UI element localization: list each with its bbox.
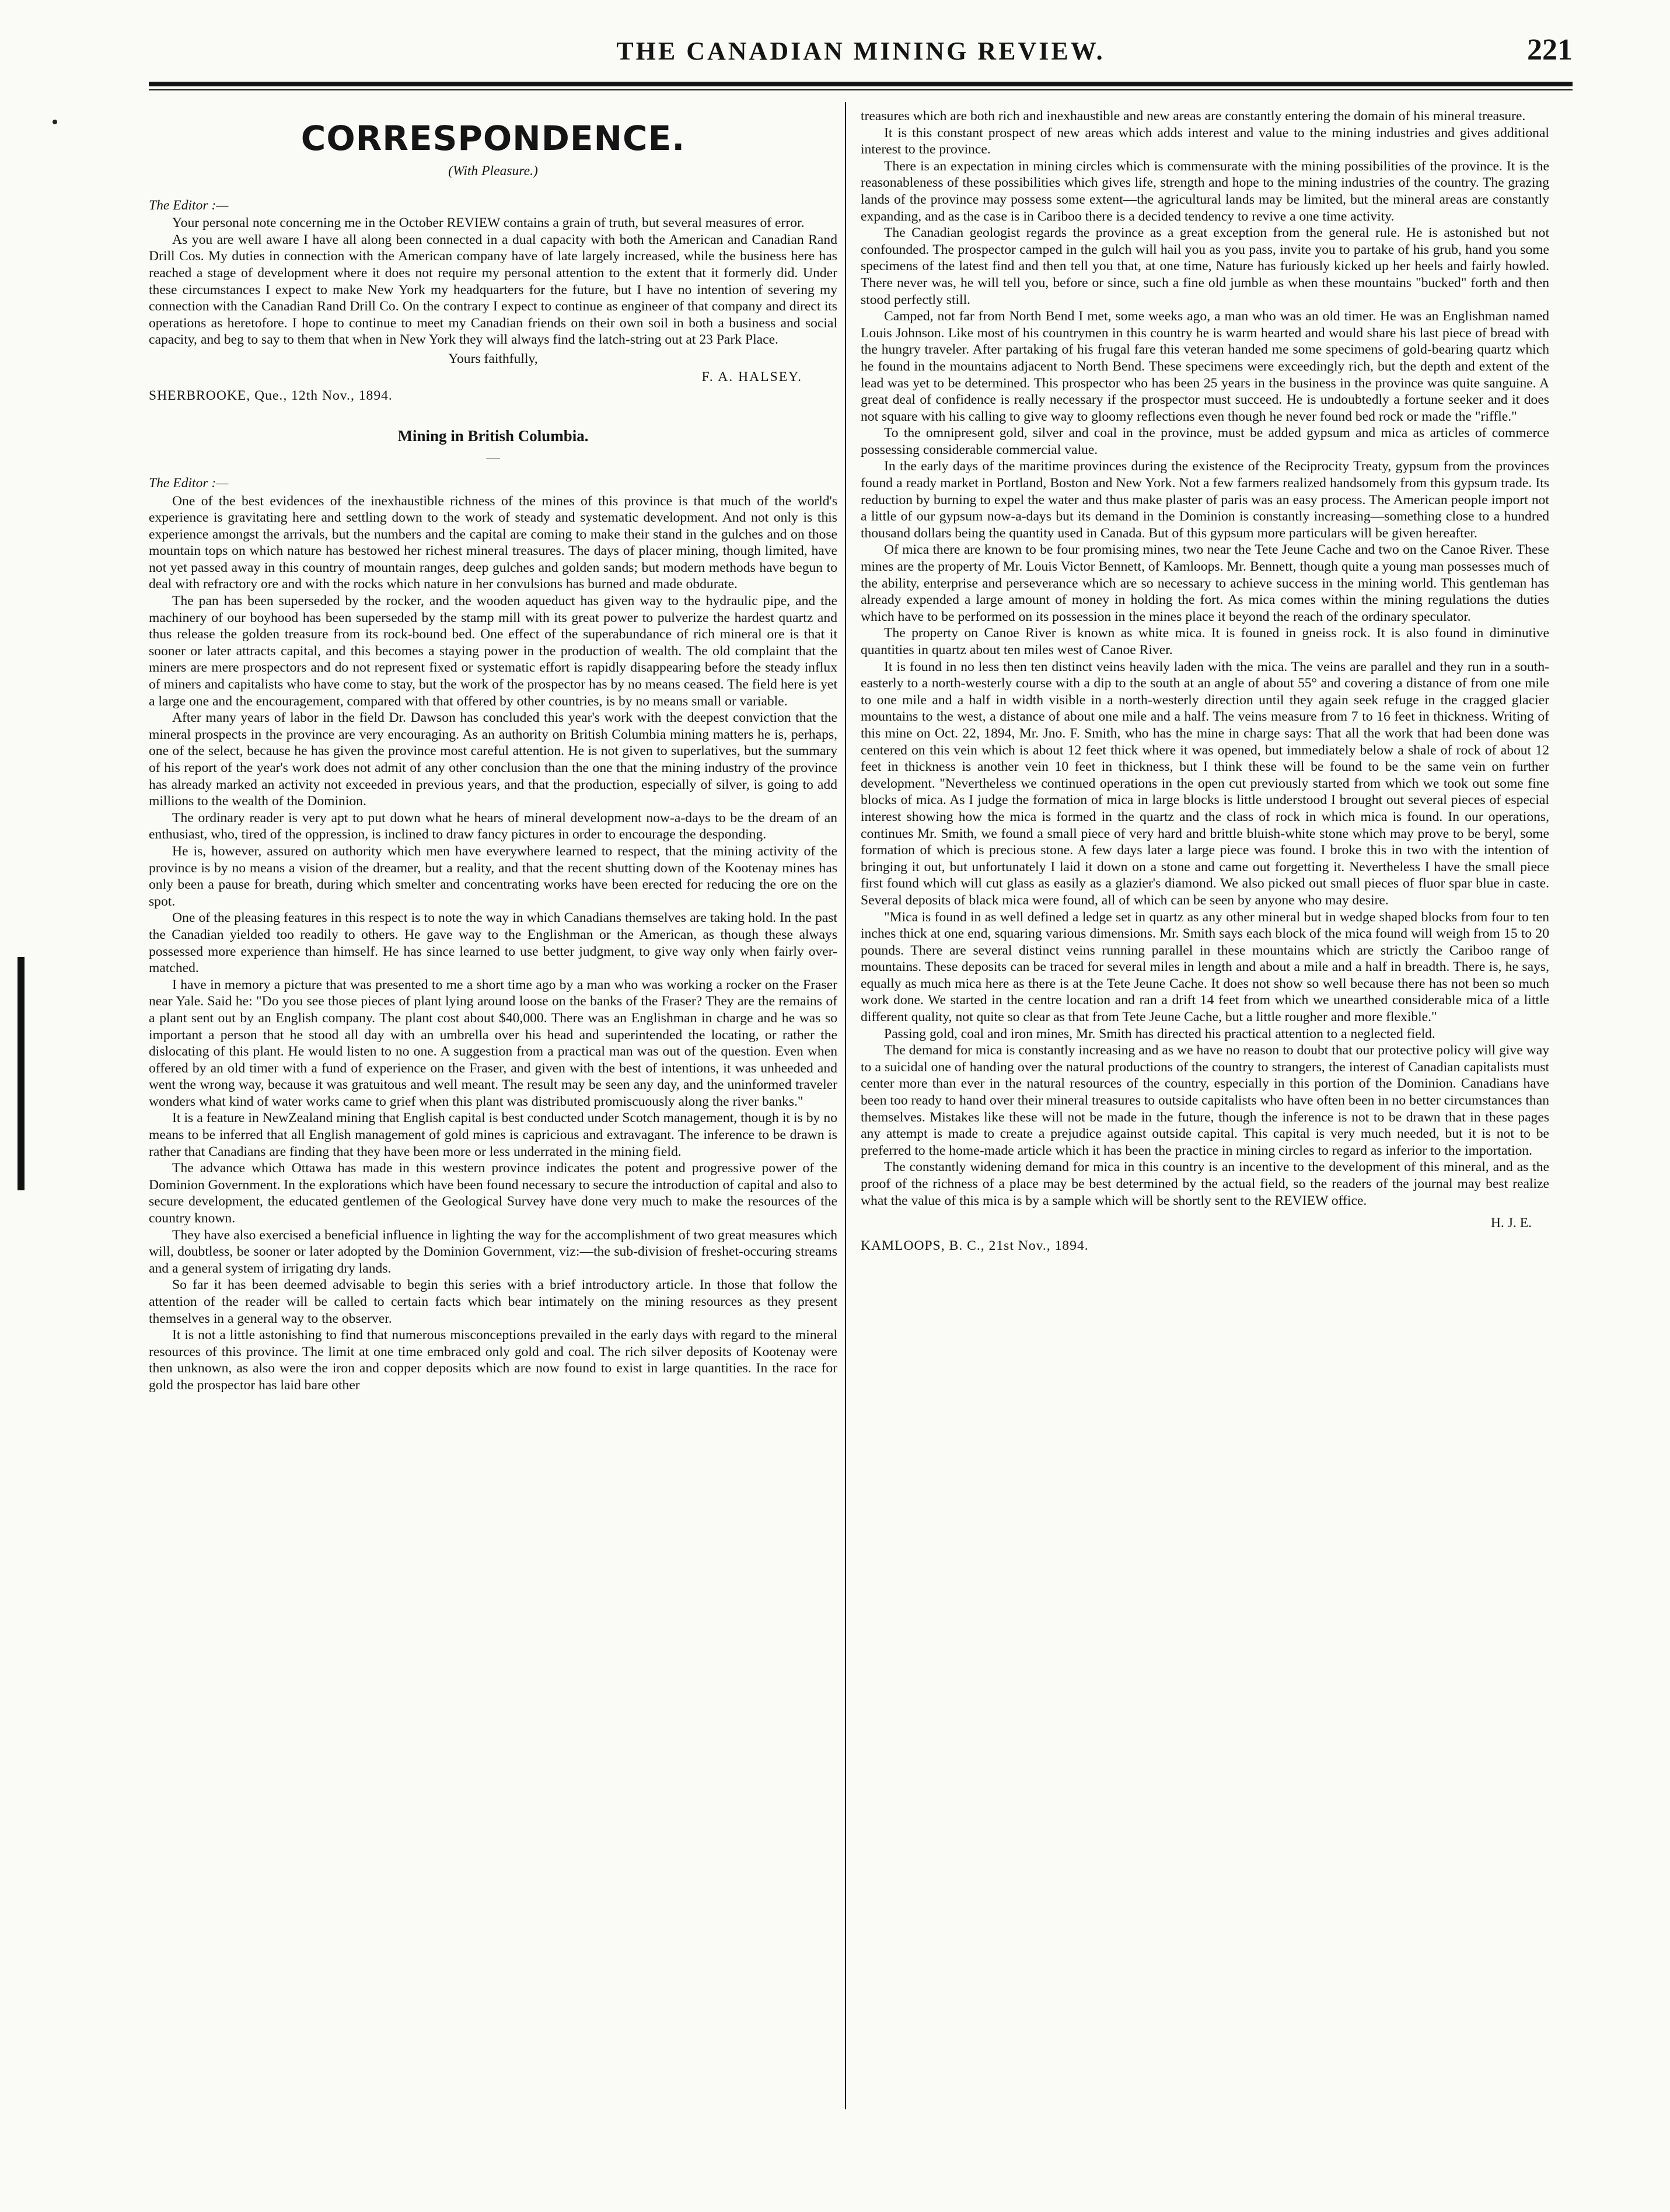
letter2-paragraph: It is not a little astonishing to find that numerous misconceptions prevailed in the early days with regard to the mineral resources of this province. The limit at one time embraced only gold and coal. The rich silver deposits of Kootenay were then unknown, as also were the iron and copper deposits which are now found to exist in large quantities. In the race for gold the prospector has laid bare other — [149, 1327, 837, 1393]
letter2-paragraph: He is, however, assured on authority which men have everywhere learned to respect, that the mining activity of the province is by no means a vision of the dreamer, but a reality, and that the recent shutting down of the Kootenay mines has only been a pause for breath, during which smelter and concentrating works have been erected for reducing the ore on the spot. — [149, 843, 837, 909]
right-column — [861, 108, 1549, 1254]
right-dateline: KAMLOOPS, B. C., 21st Nov., 1894. — [861, 1238, 1089, 1253]
letter1-paragraph: Your personal note concerning me in the October REVIEW contains a grain of truth, but several measures of error. — [172, 215, 805, 231]
letter2-paragraph: So far it has been deemed advisable to begin this series with a brief introductory article. In those that follow the attention of the reader will be called to certain facts which bear intimately on the mining resources as they present themselves in a general way to the observer. — [149, 1277, 837, 1326]
letter1-dateline: SHERBROOKE, Que., 12th Nov., 1894. — [149, 388, 393, 404]
letter2-paragraph: One of the pleasing features in this respect is to note the way in which Canadians themselves are taking hold. In the past the Canadian yielded too readily to others. He gave way to the Englishman or the American, as though these always possessed more experience than himself. He has since learned to use better judgment, to give way only when fairly over-matched. — [149, 910, 837, 976]
page-number: 221 — [1527, 33, 1573, 67]
right-paragraph: The demand for mica is constantly increasing and as we have no reason to doubt that our protective policy will give way to a suicidal one of handing over the natural productions of the country to strangers, the interest of Canadian capitalists must center more than ever in the natural resources of the country, especially in this portion of the Dominion. Canadians have been too ready to hand over their mineral treasures to outside capitalists who have often been in no better circumstances than themselves. Mistakes like these will not be made in the future, though the inference is not to be drawn that in these pages any attempt is made to create a prejudice against outside capital. This capital is very much needed, but it is not to be preferred to the home-made article which it has been the practice in mining circles to regard as inferior to the importation. — [861, 1043, 1549, 1158]
letter2-paragraph: The pan has been superseded by the rocker, and the wooden aqueduct has given way to the hydraulic pipe, and the machinery of our boyhood has been superseded by the stamp mill with its great power to pulverize the hardest quartz and thus release the golden treasure from its rock-bound bed. One effect of the superabundance of rich mineral ore is that it sooner or later attracts capital, and this becomes a staying power in the production of wealth. The old complaint that the miners are mere prospectors and do not represent fixed or systematic effort is rapidly disappearing before the steady influx of miners and capitalists who have come to stay, but the work of the prospector has by no means ceased. The field here is yet a large one and the encouragement, compared with that offered by other countries, is by no means small or variable. — [149, 593, 837, 709]
letter2-paragraph: They have also exercised a beneficial influence in lighting the way for the accomplishment of two great measures which will, doubtless, be sooner or later adopted by the Dominion Government, viz:—the sub-division of freshet-occuring streams and a general system of irrigating dry lands. — [149, 1227, 837, 1276]
header-rule-thin — [149, 89, 1573, 90]
letter1-salutation: The Editor :— — [149, 197, 229, 213]
letter2-salutation: The Editor :— — [149, 475, 229, 491]
column-divider — [845, 102, 846, 2109]
page-header — [149, 30, 1573, 77]
running-head: THE CANADIAN MINING REVIEW. — [616, 37, 1105, 65]
left-column — [149, 108, 837, 1394]
letter2-dash: — — [486, 450, 500, 466]
header-rule-thick — [149, 82, 1573, 86]
right-paragraph: To the omnipresent gold, silver and coal in the province, must be added gypsum and mica as articles of commerce possessing considerable commercial value. — [861, 425, 1549, 457]
letter2-title: Mining in British Columbia. — [397, 427, 589, 445]
letter1-closing: Yours faithfully, — [448, 351, 538, 366]
letter2-paragraph: It is a feature in NewZealand mining that English capital is best conducted under Scotch management, though it is by no means to be inferred that all English management of gold mines is capricious and extravagant. The inference to be drawn is rather that Canadians are finding that they have been more or less underrated in the mining field. — [149, 1110, 837, 1159]
letter2-paragraph: The ordinary reader is very apt to put down what he hears of mineral development now-a-days to be the dream of an enthusiast, who, tired of the oppression, is inclined to draw fancy pictures in order to encourage the desponding. — [149, 810, 837, 843]
correspondence-subtitle: (With Pleasure.) — [448, 163, 538, 179]
letter2-paragraph: One of the best evidences of the inexhaustible richness of the mines of this province is that much of the world's experience is gravitating here and settling down to the work of steady and systematic development. And not only is this experience amongst the arrivals, but the numbers and the capital are coming to make their stand in the gulches and on those mountain tops on which nature has bestowed her richest mineral treasures. The days of placer mining, though limited, have not yet passed away in this country of mountain ranges, deep gulches and golden sands; but modern methods have begun to deal with refractory ore and with the rocks which nature in her convulsions has burned and made obdurate. — [149, 493, 837, 592]
letter2-paragraph: The advance which Ottawa has made in this western province indicates the potent and progressive power of the Dominion Government. In the explorations which have been found necessary to secure the introduction of capital and also to secure development, the educated gentlemen of the Geological Survey have done very much to make the resources of the country known. — [149, 1161, 837, 1226]
right-paragraph: "Mica is found in as well defined a ledge set in quartz as any other mineral but in wedge shaped blocks from four to ten inches thick at one end, squaring various dimensions. Mr. Smith says each block of the mica found will weigh from 15 to 20 pounds. There are several distinct veins running parallel in these mountains which are strictly the Cariboo range of mountains. These deposits can be traced for several miles in length and about a mile and a half in breadth. There is, he says, equally as much mica here as there is at the Tete Jeune Cache. It does not show so well because there has not been so much work done. We started in the centre location and ran a drift 14 feet from which we unearthed considerable mica of a little different quality, not quite so clear as that from Tete Jeune Cache, but a little rougher and more flexible." — [861, 909, 1549, 1025]
right-paragraph: The constantly widening demand for mica in this country is an incentive to the development of this mineral, and as the proof of the richness of a place may be best determined by the actual field, so the readers of the journal may best realize what the value of this mica is by a sample which will be shortly sent to the REVIEW office. — [861, 1159, 1549, 1208]
right-paragraph: The Canadian geologist regards the province as a great exception from the general rule. He is astonished but not confounded. The prospector camped in the gulch will hail you as you pass, invite you to partake of his grub, hand you some specimens of the latest find and then tell you that, at one time, Nature has furiously kicked up her heels and fairly howled. There never was, he will tell you, before or since, such a fine old jumble as when these mountains "bucked" forth and then stood perfectly still. — [861, 225, 1549, 307]
margin-mark — [18, 957, 25, 1190]
author-initials: H. J. E. — [1490, 1215, 1532, 1231]
right-paragraph: There is an expectation in mining circles which is commensurate with the mining possibilities of the province. It is the reasonableness of these possibilities which gives life, strength and hope to the mining industries of the country. The grazing lands of the province may possess some extent—the agricultural lands may be limited, but the mineral areas are constantly expanding, and as the case is in Cariboo there is a decided tendency to revive a one time activity. — [861, 158, 1549, 224]
letter2-paragraph: I have in memory a picture that was presented to me a short time ago by a man who was working a rocker on the Fraser near Yale. Said he: "Do you see those pieces of plant lying around loose on the banks of the Fraser? They are the remains of a plant sent out by an English company. The plant cost about $40,000. There was an Englishman in charge and he was so important a person that he stood all day with an umbrella over his head and superintended the locating, or rather the dislocating of this plant. He would listen to no one. A suggestion from a practical man was out of the question. Even when offered by an old timer with a fund of experience on the Fraser, and given with the best of intentions, it was unheeded and went the wrong way, because it was gratuitous and well meant. The result may be seen any day, and the uninformed traveler wonders what kind of water works came to grief when this plant was distributed promiscuously along the river banks." — [149, 977, 837, 1109]
right-paragraph: The property on Canoe River is known as white mica. It is founed in gneiss rock. It is also found in diminutive quantities in quartz about ten miles west of Canoe River. — [861, 625, 1549, 658]
letter2-body — [149, 493, 837, 1394]
letter1-body — [149, 215, 837, 348]
correspondence-heading: CORRESPONDENCE. — [301, 118, 686, 158]
margin-dot — [53, 120, 57, 124]
letter1-paragraph: As you are well aware I have all along been connected in a dual capacity with both the American and Canadian Rand Drill Cos. My duties in connection with the American company have of late largely increased, while the business here has reached a stage of development where it does not require my personal attention to the extent that it formerly did. Under these circumstances I expect to make New York my headquarters for the future, but I have no intention of severing my connection with the Canadian Rand Drill Co. On the contrary I expect to continue as engineer of that company and direct its operations as heretofore. I hope to continue to meet my Canadian friends on their own soil in both a business and social capacity, and beg to say to them that when in New York they will always find the latch-string out at 23 Park Place. — [149, 232, 837, 348]
right-paragraph: In the early days of the maritime provinces during the existence of the Reciprocity Treaty, gypsum from the provinces found a ready market in Portland, Boston and New York. Not a few farmers realized handsomely from this gypsum trade. Its reduction by burning to expel the water and thus make plaster of paris was an easy process. The American people import not a little of our gypsum now-a-days but its demand in the Dominion is constantly increasing—something close to a hundred thousand dollars being the quantity used in Canada. But of this gypsum more particulars will be given hereafter. — [861, 459, 1549, 541]
right-paragraph: Camped, not far from North Bend I met, some weeks ago, a man who was an old timer. He was an Englishman named Louis Johnson. Like most of his countrymen in this country he is warm hearted and would share his last piece of bread with the hungry traveler. After partaking of his frugal fare this veteran handed me some specimens of gold-bearing quartz which he found in the mountains adjacent to North Bend. These specimens were exceedingly rich, but the depth and extent of the lead was yet to be determined. This prospector who has been 25 years in the business in the province was quite sanguine. A great deal of confidence is really necessary if the prospector must succeed. He is undoubtedly a fortune seeker and it does not square with his calling to give way to gloomy reflections even though he never found bed rock or made the "riffle." — [861, 309, 1549, 424]
right-paragraph: treasures which are both rich and inexhaustible and new areas are constantly entering the domain of his mineral treasure. — [861, 109, 1526, 124]
right-paragraph: Passing gold, coal and iron mines, Mr. Smith has directed his practical attention to a neglected field. — [884, 1026, 1435, 1042]
letter1-signature: F. A. HALSEY. — [701, 369, 802, 385]
right-paragraph: It is found in no less then ten distinct veins heavily laden with the mica. The veins are parallel and they run in a south-easterly to a north-westerly course with a dip to the south at an angle of about 55° and covering a distance of from one mile to one mile and a half in width visible in a north-westerly direction until they again seek refuge in the cragged glacier mountains to the west, a distance of about one mile and a half. The veins measure from 7 to 16 feet in thickness. Writing of this mine on Oct. 22, 1894, Mr. Jno. F. Smith, who has the mine in charge says: That all the work that had been done was centered on this vein which is about 12 feet thick where it was opened, but immediately below a shale of rock of about 12 feet in thickness is another vein 10 feet in thickness, but I think these will be found to be the same vein on further development. "Nevertheless we continued operations in the open cut previously started from which we took out some fine blocks of mica. As I judge the formation of mica in large blocks is little understood I brought out several pieces of especial interest showing how the mica is formed in the quartz and the class of rock in which mica is found. In our operations, continues Mr. Smith, we found a small piece of very hard and brittle bluish-white stone which may prove to be beryl, some formation of which is precious stone. A few days later a large piece was found. I broke this in two with the intention of bringing it out, but unfortunately I laid it down on a stone and came out forgetting it. Nevertheless I have the small piece first found which will cut glass as easily as a glazier's diamond. We also picked out small pieces of fluor spar blue in caste. Several deposits of black mica were found, all of which can be seen by anyone who may desire. — [861, 659, 1549, 908]
right-paragraph: It is this constant prospect of new areas which adds interest and value to the mining industries and gives additional interest to the province. — [861, 125, 1549, 158]
right-paragraph: Of mica there are known to be four promising mines, two near the Tete Jeune Cache and two on the Canoe River. These mines are the property of Mr. Louis Victor Bennett, of Kamloops. Mr. Bennett, though quite a young man possesses much of the ability, enterprise and perseverance which are so necessary to achieve success in the mining world. This gentleman has already expended a large amount of money in holding the fort. As mica comes within the mining regulations the duties which have to be performed on its possession in the mines place it beyond the reach of the ordinary speculator. — [861, 542, 1549, 624]
letter2-paragraph: After many years of labor in the field Dr. Dawson has concluded this year's work with the deepest conviction that the mineral prospects in the province are very encouraging. As an authority on British Columbia mining matters he is, perhaps, one of the select, because he has given the province most careful attention. He is not given to superlatives, but the summary of his report of the year's work does not admit of any other conclusion than the one that the mining industry of the province has already marked an activity not exceeded in previous years, and that the production, especially of silver, is going to add millions to the wealth of the Dominion. — [149, 710, 837, 809]
